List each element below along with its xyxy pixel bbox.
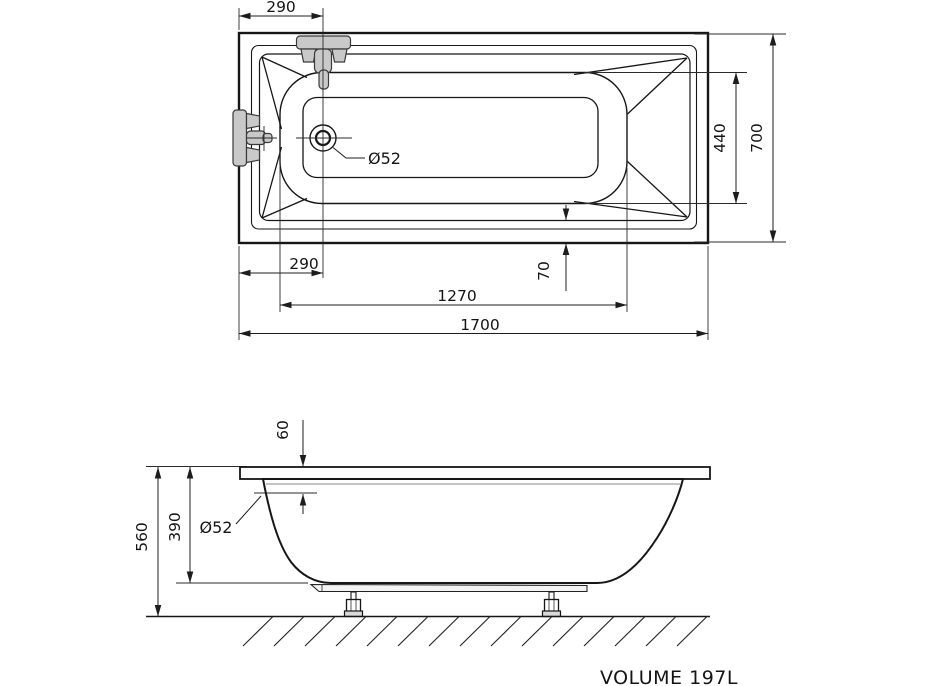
dim-basin-length: 1270 [437,287,477,305]
leg-left [345,592,363,617]
tub-body [263,479,683,583]
side-view [133,420,738,686]
dim-drain-offset-bottom: 290 [289,255,319,273]
dim-total-height: 560 [133,522,151,552]
support-frame [311,585,587,592]
dim-rim-drop: 60 [274,420,292,440]
leg-right [543,592,561,617]
dim-faucet-offset-top: 290 [266,0,296,16]
drain-diameter-label-top: Ø52 [368,149,401,168]
faucet-side-icon [233,110,277,166]
faucet-top-icon [297,36,351,89]
rim-deck [240,467,710,479]
dim-rim-to-edge: 70 [535,261,553,281]
dim-basin-width: 440 [711,123,729,153]
volume-label: VOLUME 197L [600,667,738,686]
dim-overall-width: 700 [748,123,766,153]
dim-tub-depth: 390 [166,512,184,542]
dim-overall-length: 1700 [460,316,500,334]
side-view-dimensions [133,420,308,617]
drain-diameter-label-side: Ø52 [199,518,233,537]
top-view [233,0,786,340]
ground-hatching [146,617,710,647]
